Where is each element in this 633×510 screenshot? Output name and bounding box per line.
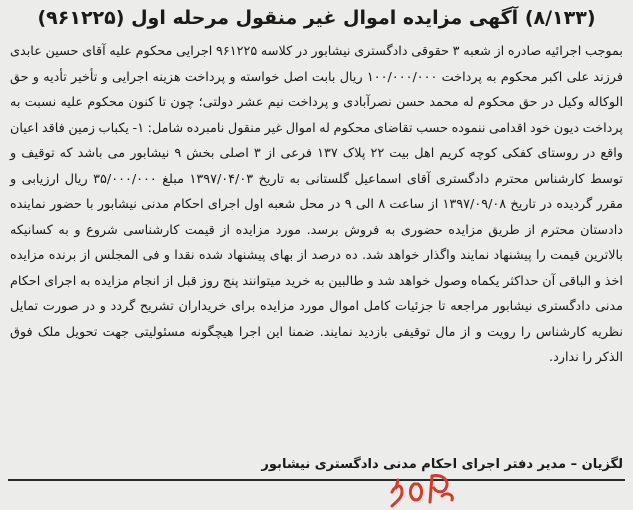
footer-divider xyxy=(8,479,625,481)
notice-title: (۸/۱۳۳) آگهی مزایده اموال غیر منقول مرحله اول (۹۶۱۲۲۵) xyxy=(37,7,596,29)
notice-signature: لگزیان – مدیر دفتر اجرای احکام مدنی دادگستری نیشابور xyxy=(261,457,623,472)
notice-body: بموجب اجرائیه صادره از شعبه ۳ حقوقی دادگستری نیشابور در کلاسه ۹۶۱۲۲۵ اجرایی محکوم علیه آقای حسین عابدی فرزند علی اکبر محکوم به پرداخت ۱۰۰/۰۰۰/۰۰۰ ریال بابت اصل خواسته و پرداخت هزینه اجرایی و تأخیر تأدیه و حق الوکاله وکیل در حق محکوم له محمد حسن نصرآبادی و پرداخت نیم عشر دولتی؛ چون تا کنون محکوم علیه نسبت به پرداخت دیون خود اقدامی ننموده حسب تقاضای محکوم له اموال غیر منقول نامبرده شامل: ۱- یکباب زمین فاقد اعیان واقع در روستای کفکی کوچه کریم اهل بیت ۲۲ پلاک ۱۳۷ فرعی از ۳ اصلی بخش ۹ نیشابور می باشد که توقیف و توسط کارشناس محترم دادگستری آقای اسماعیل گلستانی به تاریخ ۱۳۹۷/۰۴/۰۳ مبلغ ۳۵/۰۰۰/۰۰۰ ریال ارزیابی و مقرر گردیده در تاریخ ۱۳۹۷/۰۹/۰۸ از ساعت ۸ الی ۹ در محل شعبه اول اجرای احکام مدنی نیشابور با حضور نماینده دادستان محترم از طریق مزایده حضوری به فروش برسد. مورد مزایده از قیمت کارشناسی شروع و به کسانیکه بالاترین قیمت را پیشنهاد نمایند واگذار خواهد شد. ده درصد از بهای پیشنهاد شده نقدا و فی المجلس از برنده مزایده اخذ و الباقی آن حداکثر یکماه وصول خواهد شد و طالبین به خرید میتوانند پنج روز قبل از انجام مزایده به اجرای احکام مدنی دادگستری نیشابور مراجعه تا جزئیات کامل اموال مورد مزایده برای خریداران تشریح گردد و در صورت تمایل نظریه کارشناس را رویت و از مال توقیفی بازدید نمایند. ضمنا این اجرا هیچگونه مسئولیتی جهت تحویل ملک فوق الذکر را ندارد. xyxy=(10,44,624,365)
handwritten-mark-icon xyxy=(388,462,458,510)
